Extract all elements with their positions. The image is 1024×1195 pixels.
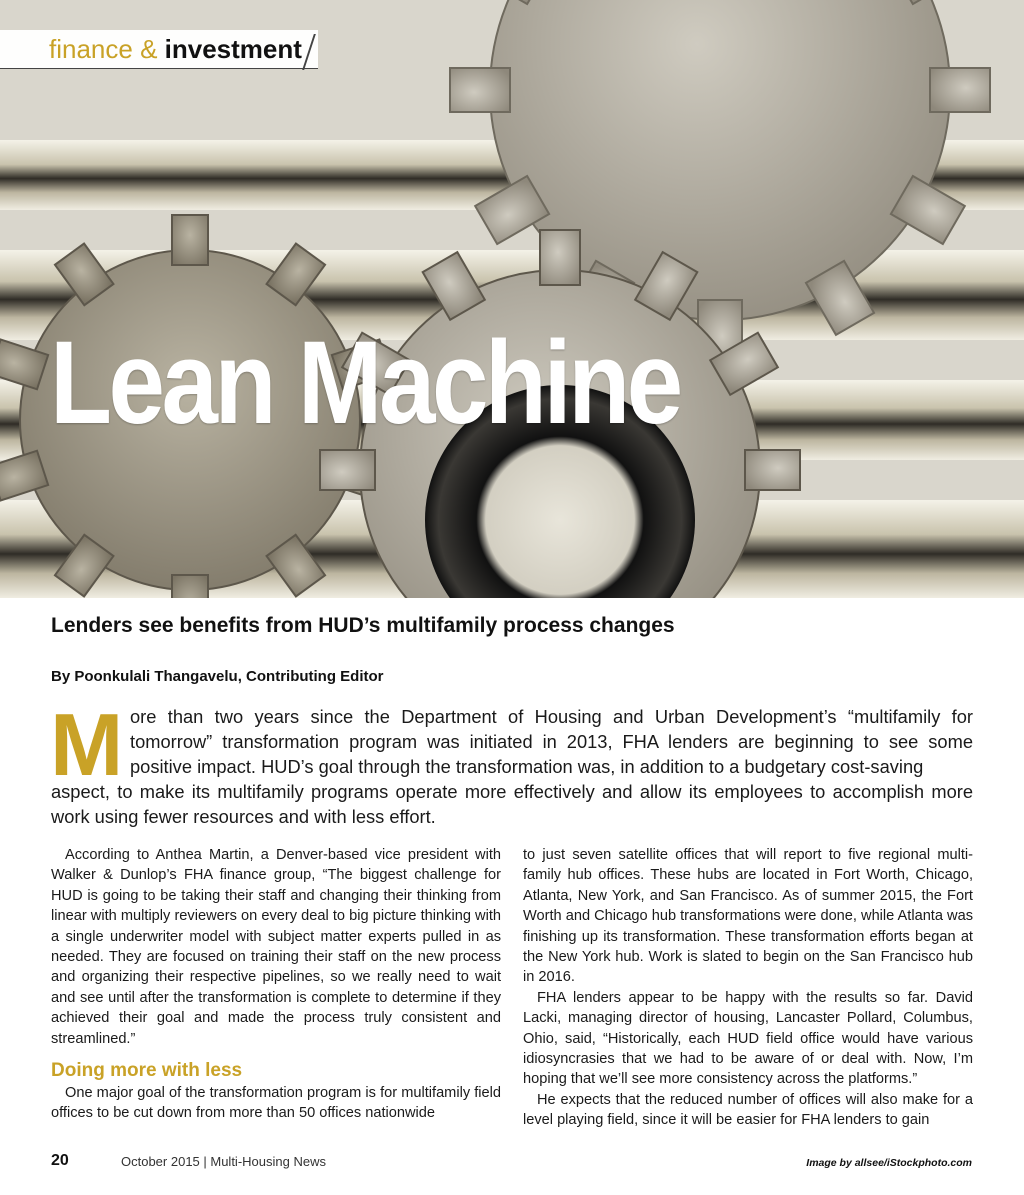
section-primary: finance <box>49 34 133 64</box>
body-paragraph: FHA lenders appear to be happy with the results so far. David Lacki, managing director of housing, Lancaster Pollard, Columbus, Ohio, said, “Historically, each HUD field office would have various idiosyncrasies that we had to be aware of or deal with. Now, I’m hoping that we’ll see more consistency across the platforms.” <box>523 989 973 1088</box>
article-subheadline: Lenders see benefits from HUD’s multifamily process changes <box>51 614 675 637</box>
section-heading: Doing more with less <box>51 1060 243 1082</box>
issue-info: October 2015 | Multi-Housing News <box>121 1154 326 1169</box>
column-right <box>523 845 973 1131</box>
body-paragraph: One major goal of the transformation program is for multifamily field offices to be cut down from more than 50 offices nationwide <box>51 1085 501 1122</box>
section-ampersand: & <box>140 34 158 64</box>
section-secondary: investment <box>164 34 302 64</box>
lead-paragraph-part2: aspect, to make its multifamily programs operate more effectively and allow its employees to accomplish more work using fewer resources and with less effort. <box>51 781 973 827</box>
drop-cap: M <box>50 695 124 794</box>
lead-paragraph-part1: ore than two years since the Department of Housing and Urban Development’s “multifamily for tomorrow” transformation program was initiated in 2013, FHA lenders are beginning to see some positive impact. HUD’s goal through the transformation was, in addition to a budgetary cost-saving <box>130 706 973 777</box>
article-headline: Lean Machine <box>50 317 680 449</box>
section-label <box>0 30 318 69</box>
section-divider <box>302 34 316 70</box>
image-credit: Image by allsee/iStockphoto.com <box>806 1157 972 1169</box>
column-left <box>51 845 501 1124</box>
page-number: 20 <box>51 1152 69 1169</box>
body-paragraph: According to Anthea Martin, a Denver-based vice president with Walker & Dunlop’s FHA finance group, “The biggest challenge for HUD is going to be taking their staff and changing their thinking from linear with multiply reviewers on every deal to big picture thinking with a single underwriter model with subject matter experts pulled in as needed. They are focused on training their staff on the new process and organizing their respective pipelines, so we really need to wait and see until after the transformation is complete to determine if they achieved their goal and made the process truly consistent and streamlined.” <box>51 847 501 1047</box>
body-paragraph: He expects that the reduced number of offices will also make for a level playing field, since it will be easier for FHA lenders to gain <box>523 1091 973 1129</box>
body-paragraph: to just seven satellite offices that will report to five regional multi-family hub offices. These hubs are located in Fort Worth, Chicago, Atlanta, New York, and San Francisco. As of summer 2015, the Fort Worth and Chicago hub transformations were done, while Atlanta was finishing up its transformation. These transformation efforts began at the New York hub. Work is slated to begin on the San Francisco hub in 2016. <box>523 847 973 986</box>
article-byline: By Poonkulali Thangavelu, Contributing Editor <box>51 668 384 685</box>
